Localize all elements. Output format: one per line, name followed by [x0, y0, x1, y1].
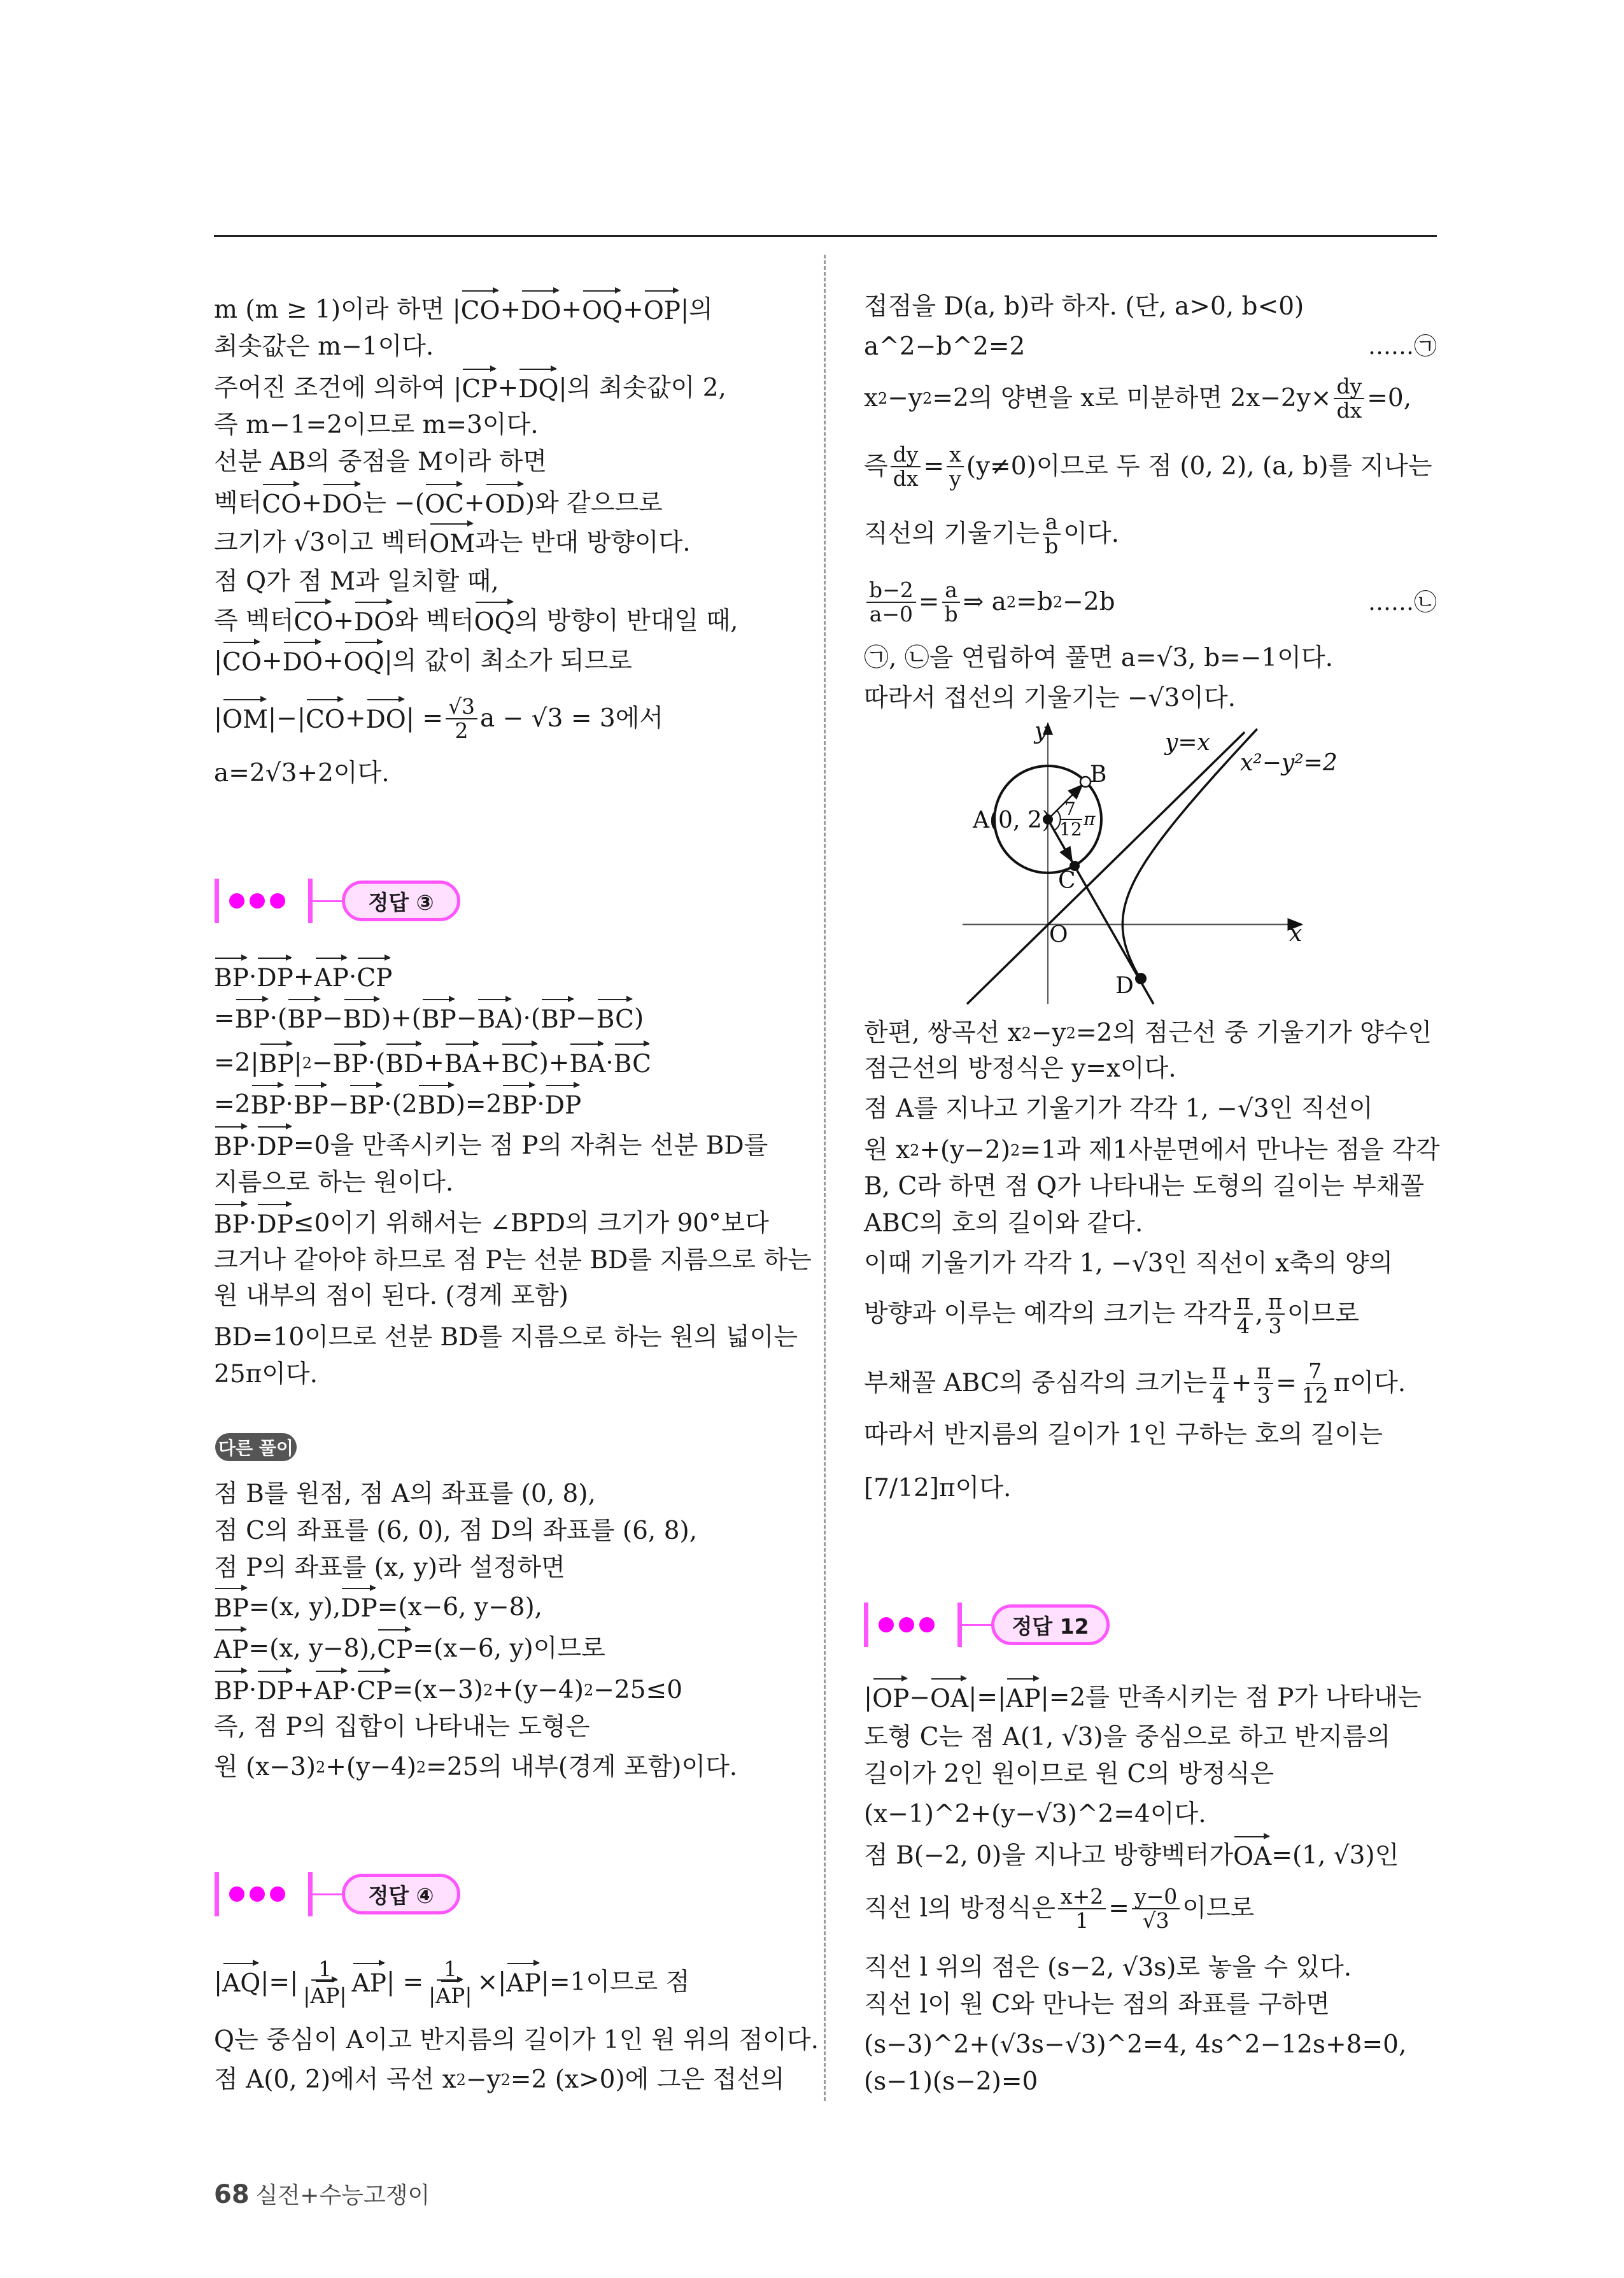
text-line: 즉 $\frac{dy}{dx}$ = $\frac{x}{y}$ (y≠0)이므로 두 점 (0, 2), (a, b)를 지나는 [864, 441, 1432, 491]
text-line: 점 P의 좌표를 (x, y)라 설정하면 [214, 1553, 565, 1582]
vector: AP [314, 960, 349, 994]
vector: BA [444, 1046, 481, 1080]
text-line: (s−3)^2+(√3s−√3)^2=4, 4s^2−12s+8=0, [864, 2030, 1407, 2059]
origin-label: O [1049, 922, 1068, 948]
text-line: $\frac{b-2}{a-0}$ = $\frac{a}{b}$ ⇒ a 2 =b 2 −2b [864, 586, 1115, 618]
vector: DO [322, 486, 362, 521]
text-line: 직선 l 위의 점은 (s−2, √3s)로 놓을 수 있다. [864, 1953, 1352, 1983]
text-line: 점 Q가 점 M과 일치할 때, [214, 567, 499, 596]
text-line: 따라서 반지름의 길이가 1인 구하는 호의 길이는 [864, 1420, 1383, 1450]
vector: OC [425, 486, 464, 521]
text-line: 크기가 √3이고 벡터 OM 과는 반대 방향이다. [214, 527, 691, 559]
text-line: =2| BP | 2 − BP ·( BD + BA + BC )+ BA · BC [214, 1047, 651, 1079]
text-line: = BP ·( BP − BD )+( BP − BA )·( BP − BC ) [214, 1003, 644, 1035]
vector: DO [521, 293, 561, 327]
text-line: 점 B를 원점, 점 A의 좌표를 (0, 8), [214, 1479, 596, 1508]
fraction: $\frac{1}{|AP|}$ [428, 1956, 472, 2009]
vector: BA [477, 1001, 513, 1036]
text-line: x 2 −y 2 =2의 양변을 x로 미분하면 2x−2y× $\frac{dy}{dx}$ =0, [864, 374, 1412, 423]
text-line: 즉 벡터 CO + DO 와 벡터 OQ 의 방향이 반대일 때, [214, 605, 738, 637]
fraction: $\frac{\pi}{4}$ [1234, 1291, 1253, 1338]
text-line: BD=10이므로 선분 BD를 지름으로 하는 원의 넓이는 [214, 1323, 798, 1352]
answer-label: 정답 ④ [342, 1874, 460, 1914]
text-line: 이때 기울기가 각각 1, −√3인 직선이 x축의 양의 [864, 1249, 1394, 1278]
vector: CP [462, 371, 497, 406]
vector: DO [354, 604, 394, 639]
vector: BP [349, 1087, 384, 1122]
text-line: 점 C의 좌표를 (6, 0), 점 D의 좌표를 (6, 8), [214, 1516, 698, 1545]
line-label: y=x [1165, 730, 1210, 756]
text-line: 한편, 쌍곡선 x 2 −y 2 =2의 점근선 중 기울기가 양수인 [864, 1019, 1432, 1048]
vector: CP [377, 1632, 413, 1666]
fraction: $\frac{dy}{dx}$ [891, 443, 921, 490]
text-line: ABC의 호의 길이와 같다. [864, 1209, 1143, 1238]
vector: OM [429, 526, 475, 560]
vector: BP [259, 1046, 294, 1080]
point-B-label: B [1090, 761, 1107, 788]
angle-denominator: 12 [1059, 819, 1082, 840]
equation-tag-1: ……㉠ [1367, 334, 1437, 360]
text-line: BP · DP =0을 만족시키는 점 P의 자취는 선분 BD를 [214, 1130, 768, 1162]
text-line: m (m ≥ 1)이라 하면 | CO + DO + OQ + OP |의 [214, 294, 713, 326]
text-line: 접점을 D(a, b)라 하자. (단, a>0, b<0) [864, 292, 1304, 322]
fraction: $\frac{1}{|AP|}$ [303, 1956, 347, 2009]
vector: CO [461, 293, 500, 327]
text-line: 점 B(−2, 0)을 지나고 방향벡터가 OA =(1, √3)인 [864, 1840, 1399, 1872]
vector: BA [569, 1046, 605, 1080]
vector: OQ [344, 644, 385, 679]
text-line: BP · DP + AP · CP =(x−3) 2 +(y−4) 2 −25≤0 [214, 1674, 682, 1706]
text-line: 지름으로 하는 원이다. [214, 1168, 454, 1197]
text-line: 점 A를 지나고 기울기가 각각 1, −√3인 직선이 [864, 1094, 1373, 1123]
text-line: a=2√3+2이다. [214, 759, 390, 788]
text-line: 선분 AB의 중점을 M이라 하면 [214, 447, 547, 476]
hyperbola-curve [1122, 729, 1257, 980]
text-line: | OM |−| CO + DO | = $\frac{√3}{2}$ a − √3 = 3에서 [214, 694, 664, 744]
vector: AP [314, 1673, 349, 1708]
text-line: 원 (x−3) 2 +(y−4) 2 =25의 내부(경계 포함)이다. [214, 1752, 738, 1781]
text-line: | OP − OA |=| AP |=2를 만족시키는 점 P가 나타내는 [864, 1682, 1422, 1714]
text-line: 원 x 2 +(y−2) 2 =1과 제1사분면에서 만나는 점을 각각 [864, 1135, 1440, 1164]
vector: AP [214, 1632, 248, 1666]
vector: BP [333, 1046, 368, 1080]
vector: BD [385, 1046, 423, 1080]
fraction: $\frac{a}{b}$ [942, 579, 960, 626]
text-line: BP · DP ≤0이기 위해서는 ∠BPD의 크기가 90°보다 [214, 1208, 769, 1240]
curve-label: x²−y²=2 [1240, 750, 1338, 776]
vector: AP [506, 1965, 540, 2000]
vector: BP [214, 1129, 249, 1163]
vector: OM [222, 702, 268, 736]
vector: BP [235, 1001, 270, 1036]
answer-label: 정답 12 [991, 1604, 1110, 1645]
text-line: 크거나 같아야 하므로 점 P는 선분 BD를 지름으로 하는 [214, 1246, 812, 1275]
y-axis-label: y [1034, 718, 1048, 744]
vector: BP [251, 1087, 286, 1122]
text-line: 벡터 CO + DO 는 −( OC + OD )와 같으므로 [214, 488, 663, 520]
vector: CO [262, 486, 301, 521]
vector: OD [485, 486, 525, 521]
x-axis-label: x [1289, 921, 1303, 947]
vector: OQ [582, 293, 623, 327]
text-line: 즉 m−1=2이므로 m=3이다. [214, 410, 539, 439]
answer-label: 정답 ③ [342, 881, 460, 921]
fraction: $\frac{√3}{2}$ [446, 695, 477, 742]
vector: DP [257, 1673, 293, 1708]
vector: AP [435, 1983, 465, 2009]
text-line: [7/12]π이다. [864, 1473, 1012, 1503]
vector: BP [287, 1001, 322, 1036]
vector: AP [1006, 1681, 1040, 1715]
text-line: BP · DP + AP · CP [214, 961, 392, 993]
vector: BP [214, 1590, 249, 1625]
vector: DP [257, 1129, 293, 1163]
text-line: | CO + DO + OQ |의 값이 최소가 되므로 [214, 646, 632, 677]
vector: OQ [474, 604, 515, 639]
text-line: 주어진 조건에 의하여 | CP + DQ |의 최솟값이 2, [214, 372, 726, 404]
angle-pi: π [1084, 809, 1096, 830]
fraction: $\frac{b-2}{a-0}$ [866, 579, 916, 626]
vector: OP [872, 1681, 909, 1715]
text-line: BP =(x, y), DP =(x−6, y−8), [214, 1592, 542, 1624]
text-line: B, C라 하면 점 Q가 나타내는 도형의 길이는 부채꼴 [864, 1172, 1425, 1201]
vector: BP [540, 1001, 575, 1036]
fraction: $\frac{\pi}{3}$ [1254, 1360, 1273, 1407]
text-line: a^2−b^2=2 [864, 332, 1026, 361]
vector: BC [614, 1046, 651, 1080]
text-line: ㉠, ㉡을 연립하여 풀면 a=√3, b=−1이다. [864, 644, 1333, 673]
vector: BP [421, 1001, 456, 1036]
vector: DO [366, 702, 406, 736]
vector: CO [293, 604, 333, 639]
text-line: =2 BP · BP − BP ·(2 BD )=2 BP · DP [214, 1089, 581, 1121]
book-title: 실전+수능고쟁이 [255, 2182, 430, 2209]
page-number: 68 [214, 2180, 250, 2209]
text-line: 최솟값은 m−1이다. [214, 332, 434, 361]
fraction: $\frac{y-0}{√3}$ [1132, 1885, 1180, 1932]
vector: BP [214, 1206, 249, 1241]
vector: BP [214, 960, 249, 994]
text-line: 직선의 기울기는 $\frac{a}{b}$ 이다. [864, 509, 1119, 559]
point-B [1080, 777, 1091, 787]
point-C-label: C [1058, 868, 1076, 894]
vector: OA [1233, 1839, 1271, 1873]
vector: DO [283, 644, 323, 679]
point-A-label: A(0, 2) [973, 807, 1051, 833]
text-line: 도형 C는 점 A(1, √3)을 중심으로 하고 반지름의 [864, 1723, 1391, 1752]
vector: AP [352, 1965, 386, 2000]
alt-solution-badge: 다른 풀이 [215, 1433, 297, 1461]
fraction: $\frac{\pi}{3}$ [1266, 1291, 1285, 1338]
text-line: (x−1)^2+(y−√3)^2=4이다. [864, 1800, 1206, 1829]
vector: OA [930, 1681, 968, 1715]
fraction: $\frac{dy}{dx}$ [1334, 375, 1364, 422]
point-D-label: D [1115, 973, 1134, 999]
vector: DP [341, 1590, 378, 1625]
vector: CP [357, 960, 392, 994]
vector: BP [502, 1087, 537, 1122]
vector: BP [293, 1087, 328, 1122]
angle-numerator: 7 [1064, 798, 1076, 819]
vector: BP [214, 1673, 249, 1708]
fraction: $\frac{\pi}{4}$ [1210, 1360, 1229, 1407]
text-line: | AQ |=| $\frac{1}{|AP|}$ AP | = $\frac{1}{|AP|}$ ×| AP |=1이므로 점 [214, 1956, 690, 2009]
point-D [1135, 973, 1147, 984]
text-line: (s−1)(s−2)=0 [864, 2067, 1038, 2096]
vector: DP [545, 1087, 582, 1122]
text-line: 25π이다. [214, 1359, 318, 1389]
fraction: $\frac{a}{b}$ [1042, 511, 1061, 558]
fraction: $\frac{7}{12}$ [1301, 1358, 1329, 1408]
vector: DP [257, 960, 293, 994]
text-line: Q는 중심이 A이고 반지름의 길이가 1인 원 위의 점이다. [214, 2025, 819, 2055]
text-line: 길이가 2인 원이므로 원 C의 방정식은 [864, 1760, 1274, 1789]
text-line: 부채꼴 ABC의 중심각의 크기는 $\frac{\pi}{4}$ + $\frac{\pi}{3}$ = $\frac{7}{12}$ π이다. [864, 1358, 1406, 1408]
vector: BD [418, 1087, 456, 1122]
text-line: 즉, 점 P의 집합이 나타내는 도형은 [214, 1713, 590, 1742]
text-line: 직선 l이 원 C와 만나는 점의 좌표를 구하면 [864, 1990, 1330, 2020]
text-line: 직선 l의 방정식은 $\frac{x+2}{1}$ = $\frac{y-0}{√3}$ 이므로 [864, 1884, 1255, 1934]
text-line: 점 A(0, 2)에서 곡선 x 2 −y 2 =2 (x>0)에 그은 접선의 [214, 2065, 785, 2095]
vector: OP [644, 293, 681, 327]
vector: BD [343, 1001, 381, 1036]
text-line: 방향과 이루는 예각의 크기는 각각 $\frac{\pi}{4}$ , $\frac{\pi}{3}$ 이므로 [864, 1289, 1359, 1338]
vector: CP [357, 1673, 392, 1708]
text-line: AP =(x, y−8), CP =(x−6, y)이므로 [214, 1633, 605, 1665]
text-line: 따라서 접선의 기울기는 −√3이다. [864, 683, 1236, 712]
vector: CO [306, 702, 345, 736]
vector: DP [257, 1206, 293, 1241]
vector: BC [597, 1001, 634, 1036]
text-line: 점근선의 방정식은 y=x이다. [864, 1054, 1176, 1083]
equation-tag-2: ……㉡ [1367, 590, 1437, 616]
vector: BC [501, 1046, 539, 1080]
vector: AQ [222, 1965, 260, 2000]
text-line: 원 내부의 점이 된다. (경계 포함) [214, 1282, 568, 1311]
page-footer [214, 2177, 430, 2210]
vector: CO [222, 644, 262, 679]
fraction: $\frac{x}{y}$ [947, 443, 964, 490]
vector: DQ [518, 371, 558, 406]
vector: AP [310, 1983, 340, 2009]
fraction: $\frac{x+2}{1}$ [1058, 1885, 1106, 1932]
